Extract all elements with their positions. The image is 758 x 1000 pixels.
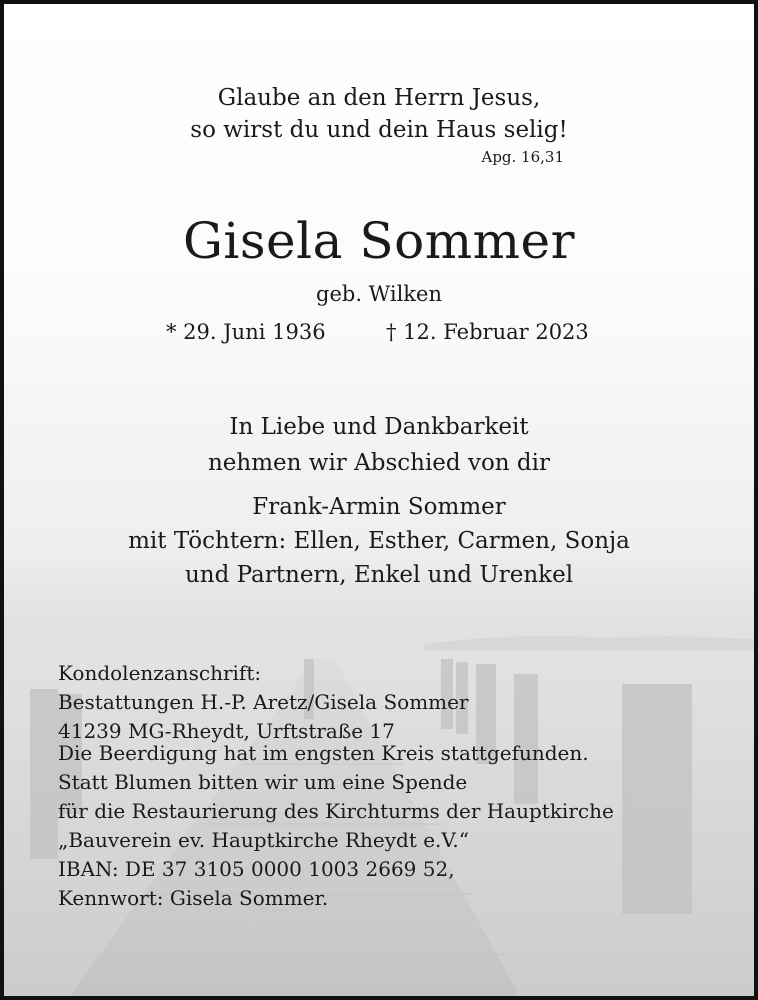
- info-line: Statt Blumen bitten wir um eine Spende: [58, 770, 468, 794]
- info-line: für die Restaurierung des Kirchturms der Hauptkirche: [58, 799, 614, 823]
- info-line: „Bauverein ev. Hauptkirche Rheydt e.V.“: [58, 828, 469, 852]
- death-date: † 12. Februar 2023: [386, 320, 589, 344]
- farewell-line: In Liebe und Dankbarkeit: [229, 414, 529, 440]
- mourner-line: und Partnern, Enkel und Urenkel: [184, 562, 574, 588]
- deceased-name: Gisela Sommer: [182, 212, 576, 270]
- bible-verse: [4, 82, 754, 146]
- mourners-list: [4, 490, 754, 592]
- farewell-text: [4, 409, 754, 481]
- funeral-info: [58, 739, 614, 913]
- info-line: Kennwort: Gisela Sommer.: [58, 886, 329, 910]
- address-line: Bestattungen H.-P. Aretz/Gisela Sommer: [58, 690, 469, 714]
- verse-line: Glaube an den Herrn Jesus,: [217, 85, 541, 111]
- mourner-line: Frank-Armin Sommer: [252, 494, 506, 520]
- birth-name: geb. Wilken: [316, 282, 442, 306]
- farewell-line: nehmen wir Abschied von dir: [207, 450, 550, 476]
- info-line: Die Beerdigung hat im engsten Kreis stattgefunden.: [58, 741, 589, 765]
- condolence-address: [58, 659, 469, 746]
- address-line: Kondolenzanschrift:: [58, 661, 262, 685]
- info-line: IBAN: DE 37 3105 0000 1003 2669 52,: [58, 857, 455, 881]
- mourner-line: mit Töchtern: Ellen, Esther, Carmen, Sonja: [128, 528, 630, 554]
- address-line: 41239 MG-Rheydt, Urftstraße 17: [58, 719, 395, 743]
- verse-reference: Apg. 16,31: [481, 148, 564, 166]
- verse-line: so wirst du und dein Haus selig!: [190, 117, 568, 143]
- birth-date: * 29. Juni 1936: [166, 320, 326, 344]
